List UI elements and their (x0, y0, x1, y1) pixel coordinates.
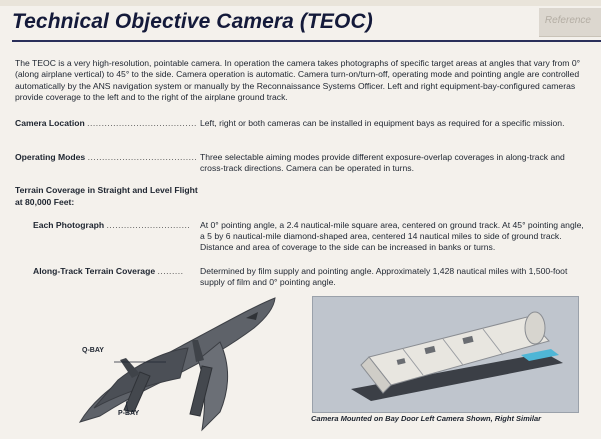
aircraft-illustration (70, 290, 285, 435)
terrain-coverage-heading: Terrain Coverage in Straight and Level Flight at 80,000 Feet: (15, 185, 198, 207)
camera-photo (312, 296, 579, 413)
leader-dots: ............................. (106, 220, 191, 230)
along-track-label-text: Along-Track Terrain Coverage (33, 266, 156, 276)
each-photograph-label-text: Each Photograph (33, 220, 105, 230)
page-title: Technical Objective Camera (TEOC) (12, 10, 373, 33)
leader-dots: ...................................... (87, 152, 198, 162)
operating-modes-label-text: Operating Modes (15, 152, 86, 162)
top-band (0, 0, 601, 6)
camera-location-label (15, 118, 197, 129)
along-track-label (33, 266, 184, 277)
leader-dots: ......... (157, 266, 184, 276)
along-track-value: Determined by film supply and pointing angle. Approximately 1,428 nautical miles with 1,500-foot supply of film and 0° pointing angle. (200, 266, 568, 288)
q-bay-label: Q-BAY (82, 347, 104, 354)
each-photograph-value: At 0° pointing angle, a 2.4 nautical-mile square area, centered on ground track. At 45° pointing angle, a 5 by 6 nautical-mile diamond-shaped area, centered 14 nautical miles to side of ground track. Distance and area of coverage to the side can be increased in banks or turns. (200, 220, 584, 253)
leader-dots: ...................................... (87, 118, 197, 128)
each-photograph-label (33, 220, 190, 231)
intro-paragraph: The TEOC is a very high-resolution, pointable camera. In operation the camera takes photographs of specific target areas at angles that vary from 0° (along airplane vertical) to 45° to the side. Camera operation is automatic. Camera turn-on/turn-off, operating mode and pointing angle are controlled automatically by the ANS navigation system or manually by the Reconnaissance Systems Officer. Left and right equipment-bay-configured cameras provide coverage to the left and to the right of the airplane ground track. (15, 58, 581, 102)
operating-modes-value: Three selectable aiming modes provide different exposure-overlap coverages in along-track and cross-track directions. Camera can be operated in turns. (200, 152, 565, 174)
p-bay-label: P-BAY (118, 410, 140, 417)
figure-caption: Camera Mounted on Bay Door Left Camera Shown, Right Similar (311, 414, 542, 423)
header-tab (539, 8, 601, 37)
camera-location-value: Left, right or both cameras can be installed in equipment bays as required for a specific mission. (200, 118, 565, 128)
camera-lens-end (525, 312, 545, 344)
header-tab-label: Reference (544, 15, 591, 26)
camera-location-label-text: Camera Location (15, 118, 85, 128)
title-rule (12, 40, 601, 42)
operating-modes-label (15, 152, 197, 163)
camera-mount-illustration (313, 297, 578, 412)
